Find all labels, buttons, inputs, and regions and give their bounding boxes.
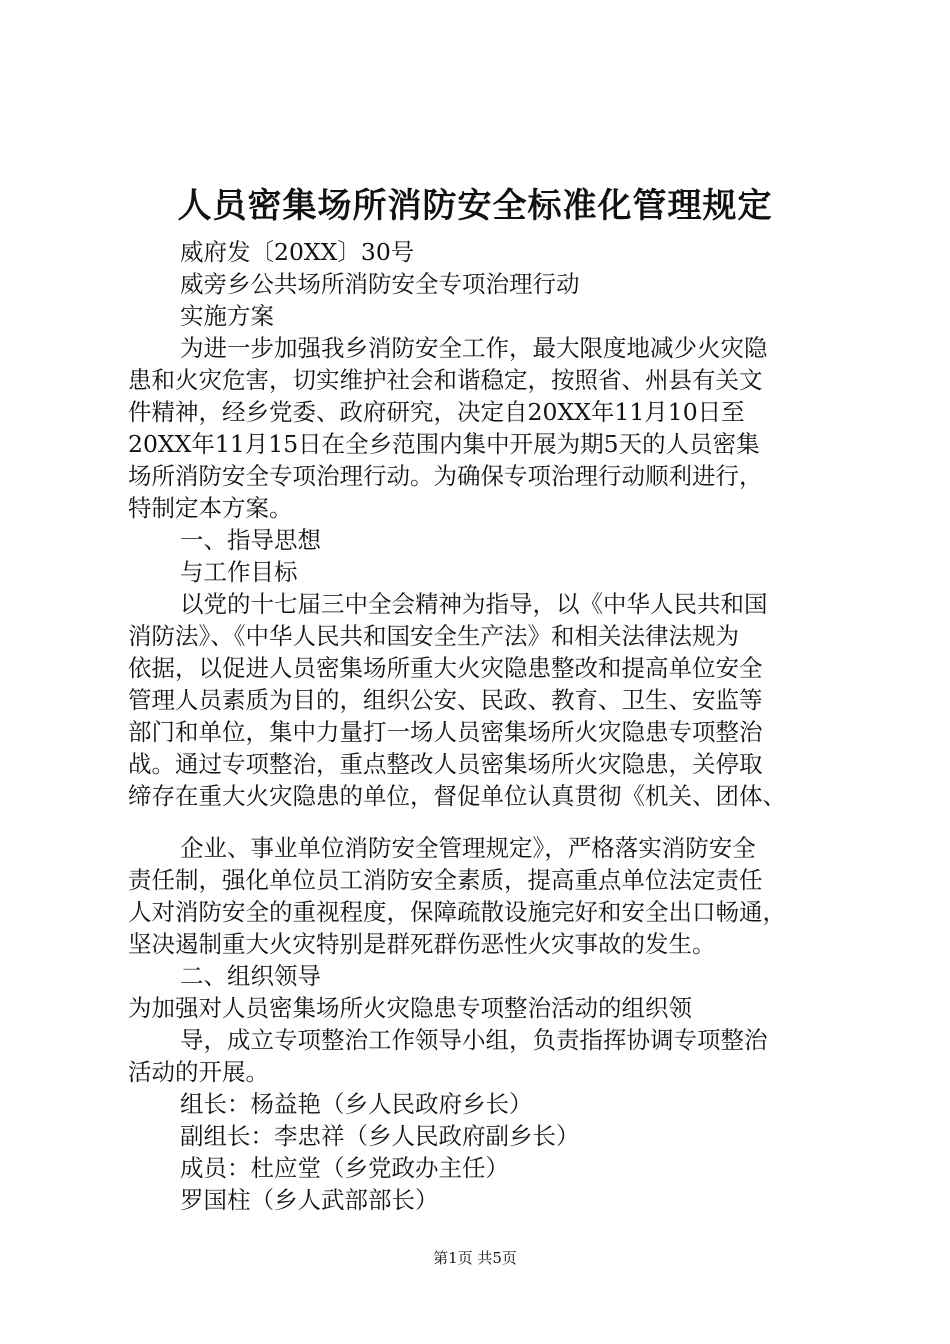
paragraph-line: 患和火灾危害，切实维护社会和谐稳定，按照省、州县有关文 xyxy=(128,366,763,394)
member-line: 副组长：李忠祥（乡人民政府副乡长） xyxy=(180,1122,580,1150)
paragraph-line: 人对消防安全的重视程度，保障疏散设施完好和安全出口畅通， xyxy=(128,898,786,926)
section-heading: 二、组织领导 xyxy=(180,962,321,990)
paragraph-line: 场所消防安全专项治理行动。为确保专项治理行动顺利进行， xyxy=(128,462,763,490)
page-number-footer: 第1页 共5页 xyxy=(433,1249,517,1267)
plan-heading-line-1: 威旁乡公共场所消防安全专项治理行动 xyxy=(180,270,580,298)
paragraph-line: 为进一步加强我乡消防安全工作，最大限度地减少火灾隐 xyxy=(180,334,768,362)
paragraph-line: 以党的十七届三中全会精神为指导，以《中华人民共和国 xyxy=(180,590,768,618)
paragraph-line: 管理人员素质为目的，组织公安、民政、教育、卫生、安监等 xyxy=(128,686,763,714)
section-heading: 与工作目标 xyxy=(180,558,298,586)
paragraph-line: 导，成立专项整治工作领导小组，负责指挥协调专项整治 xyxy=(180,1026,768,1054)
plan-heading-line-2: 实施方案 xyxy=(180,302,274,330)
paragraph-line: 消防法》、《中华人民共和国安全生产法》和相关法律法规为 xyxy=(128,622,739,650)
paragraph-line: 件精神，经乡党委、政府研究，决定自20XX年11月10日至 xyxy=(128,398,745,426)
paragraph-line: 坚决遏制重大火灾特别是群死群伤恶性火灾事故的发生。 xyxy=(128,930,716,958)
member-line: 罗国柱（乡人武部部长） xyxy=(180,1186,439,1214)
paragraph-line: 活动的开展。 xyxy=(128,1058,269,1086)
paragraph-line: 战。通过专项整治，重点整改人员密集场所火灾隐患，关停取 xyxy=(128,750,763,778)
paragraph-line: 20XX年11月15日在全乡范围内集中开展为期5天的人员密集 xyxy=(128,430,760,458)
paragraph-line: 为加强对人员密集场所火灾隐患专项整治活动的组织领 xyxy=(128,994,692,1022)
paragraph-line: 依据，以促进人员密集场所重大火灾隐患整改和提高单位安全 xyxy=(128,654,763,682)
paragraph-line: 缔存在重大火灾隐患的单位，督促单位认真贯彻《机关、团体、 xyxy=(128,782,786,810)
member-line: 成员：杜应堂（乡党政办主任） xyxy=(180,1154,509,1182)
section-heading: 一、指导思想 xyxy=(180,526,321,554)
document-title: 人员密集场所消防安全标准化管理规定 xyxy=(177,186,773,226)
paragraph-line: 企业、事业单位消防安全管理规定》，严格落实消防安全 xyxy=(180,834,756,862)
paragraph-line: 部门和单位，集中力量打一场人员密集场所火灾隐患专项整治 xyxy=(128,718,763,746)
member-line: 组长：杨益艳（乡人民政府乡长） xyxy=(180,1090,533,1118)
paragraph-line: 责任制，强化单位员工消防安全素质，提高重点单位法定责任 xyxy=(128,866,763,894)
paragraph-line: 特制定本方案。 xyxy=(128,494,293,522)
doc-number: 威府发〔20XX〕30号 xyxy=(180,238,415,266)
